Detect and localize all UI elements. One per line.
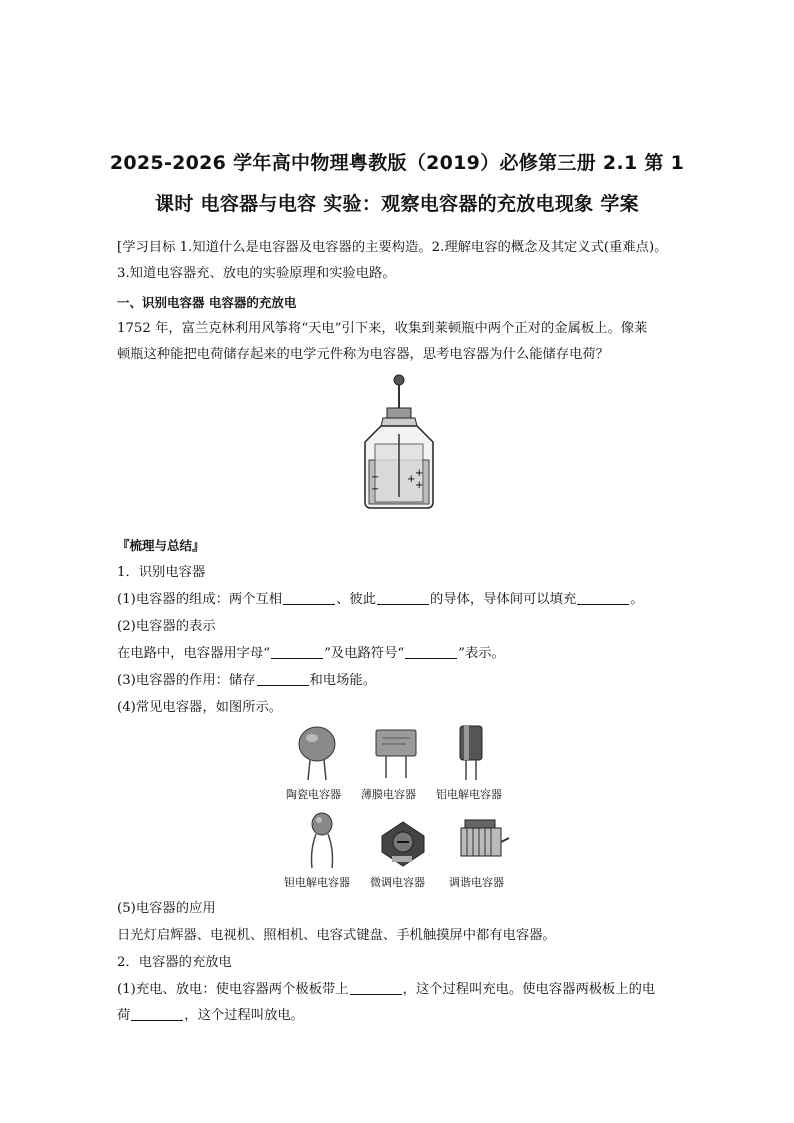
item1-representation bbox=[117, 644, 505, 664]
item1-representation-heading: (2)电容器的表示 bbox=[117, 619, 216, 634]
item2-charge-line2 bbox=[117, 1006, 304, 1026]
caption-aluminum: 铝电解电容器 bbox=[436, 788, 502, 801]
item2-heading: 2．电容器的充放电 bbox=[117, 955, 232, 970]
item1-function-b: 和电场能。 bbox=[309, 673, 376, 688]
item5-heading: (5)电容器的应用 bbox=[117, 901, 216, 916]
aluminum-electrolytic-capacitor-image bbox=[452, 722, 492, 782]
tantalum-capacitor-image bbox=[302, 810, 342, 870]
item1-representation-c: ”表示。 bbox=[458, 646, 505, 661]
answer-blank[interactable] bbox=[283, 590, 335, 605]
item2-charge-b: ，这个过程叫充电。使电容器两极板上的电 bbox=[402, 982, 656, 997]
item1-representation-b: ”及电路符号“ bbox=[324, 646, 405, 661]
item1-composition-d: 。 bbox=[630, 592, 644, 607]
answer-blank[interactable] bbox=[577, 590, 629, 605]
answer-blank[interactable] bbox=[350, 980, 402, 995]
item2-discharge-b: ，这个过程叫放电。 bbox=[184, 1008, 304, 1023]
jar-minus-sign: − bbox=[371, 484, 380, 495]
item1-function bbox=[117, 671, 376, 691]
caption-trimmer: 微调电容器 bbox=[370, 876, 425, 889]
item2-discharge-a: 荷 bbox=[117, 1008, 131, 1023]
ceramic-capacitor-image bbox=[290, 724, 344, 782]
caption-ceramic: 陶瓷电容器 bbox=[286, 788, 341, 801]
intro-line1: 1752 年，富兰克林利用风筝将“天电”引下来，收集到莱顿瓶中两个正对的金属板上。像莱 bbox=[117, 321, 648, 336]
intro-line2: 顿瓶这种能把电荷储存起来的电学元件称为电容器，思考电容器为什么能储存电荷？ bbox=[117, 347, 609, 362]
item1-composition-a: (1)电容器的组成：两个互相 bbox=[117, 592, 283, 607]
item1-function-a: (3)电容器的作用：储存 bbox=[117, 673, 256, 688]
jar-plus-sign: + bbox=[415, 468, 424, 479]
item1-heading: 1．识别电容器 bbox=[117, 565, 206, 580]
learning-goals-line1: [学习目标 1.知道什么是电容器及电容器的主要构造。2.理解电容的概念及其定义式(重难点)。 bbox=[117, 240, 668, 255]
item1-representation-a: 在电路中，电容器用字母“ bbox=[117, 646, 271, 661]
answer-blank[interactable] bbox=[257, 671, 309, 686]
item1-composition-b: 、彼此 bbox=[336, 592, 376, 607]
item1-common: (4)常见电容器，如图所示。 bbox=[117, 700, 283, 715]
answer-blank[interactable] bbox=[131, 1006, 183, 1021]
leyden-jar-figure bbox=[355, 372, 445, 512]
summary-heading: 『梳理与总结』 bbox=[117, 538, 205, 553]
item2-charge-a: (1)充电、放电：使电容器两个极板带上 bbox=[117, 982, 349, 997]
jar-plus-sign: + bbox=[415, 480, 424, 491]
jar-plus-sign: + bbox=[407, 474, 416, 485]
item2-charge-line1 bbox=[117, 980, 655, 1000]
doc-title-line1: 2025-2026 学年高中物理粤教版（2019）必修第三册 2.1 第 1 bbox=[109, 152, 685, 174]
jar-minus-sign: − bbox=[371, 472, 380, 483]
film-capacitor-image bbox=[372, 726, 420, 782]
doc-title-line2: 课时 电容器与电容 实验：观察电容器的充放电现象 学案 bbox=[155, 193, 639, 215]
answer-blank[interactable] bbox=[377, 590, 429, 605]
item1-composition bbox=[117, 590, 644, 610]
trimmer-capacitor-image bbox=[378, 818, 428, 870]
tuning-capacitor-image bbox=[455, 814, 511, 870]
answer-blank[interactable] bbox=[271, 644, 323, 659]
caption-tantalum: 钽电解电容器 bbox=[284, 876, 350, 889]
item1-composition-c: 的导体，导体间可以填充 bbox=[430, 592, 577, 607]
caption-film: 薄膜电容器 bbox=[361, 788, 416, 801]
answer-blank[interactable] bbox=[405, 644, 457, 659]
learning-goals-line2: 3.知道电容器充、放电的实验原理和实验电路。 bbox=[117, 266, 396, 281]
caption-tuning: 调谐电容器 bbox=[449, 876, 504, 889]
item5-text: 日光灯启辉器、电视机、照相机、电容式键盘、手机触摸屏中都有电容器。 bbox=[117, 928, 556, 943]
section-heading: 一、识别电容器 电容器的充放电 bbox=[117, 295, 297, 310]
